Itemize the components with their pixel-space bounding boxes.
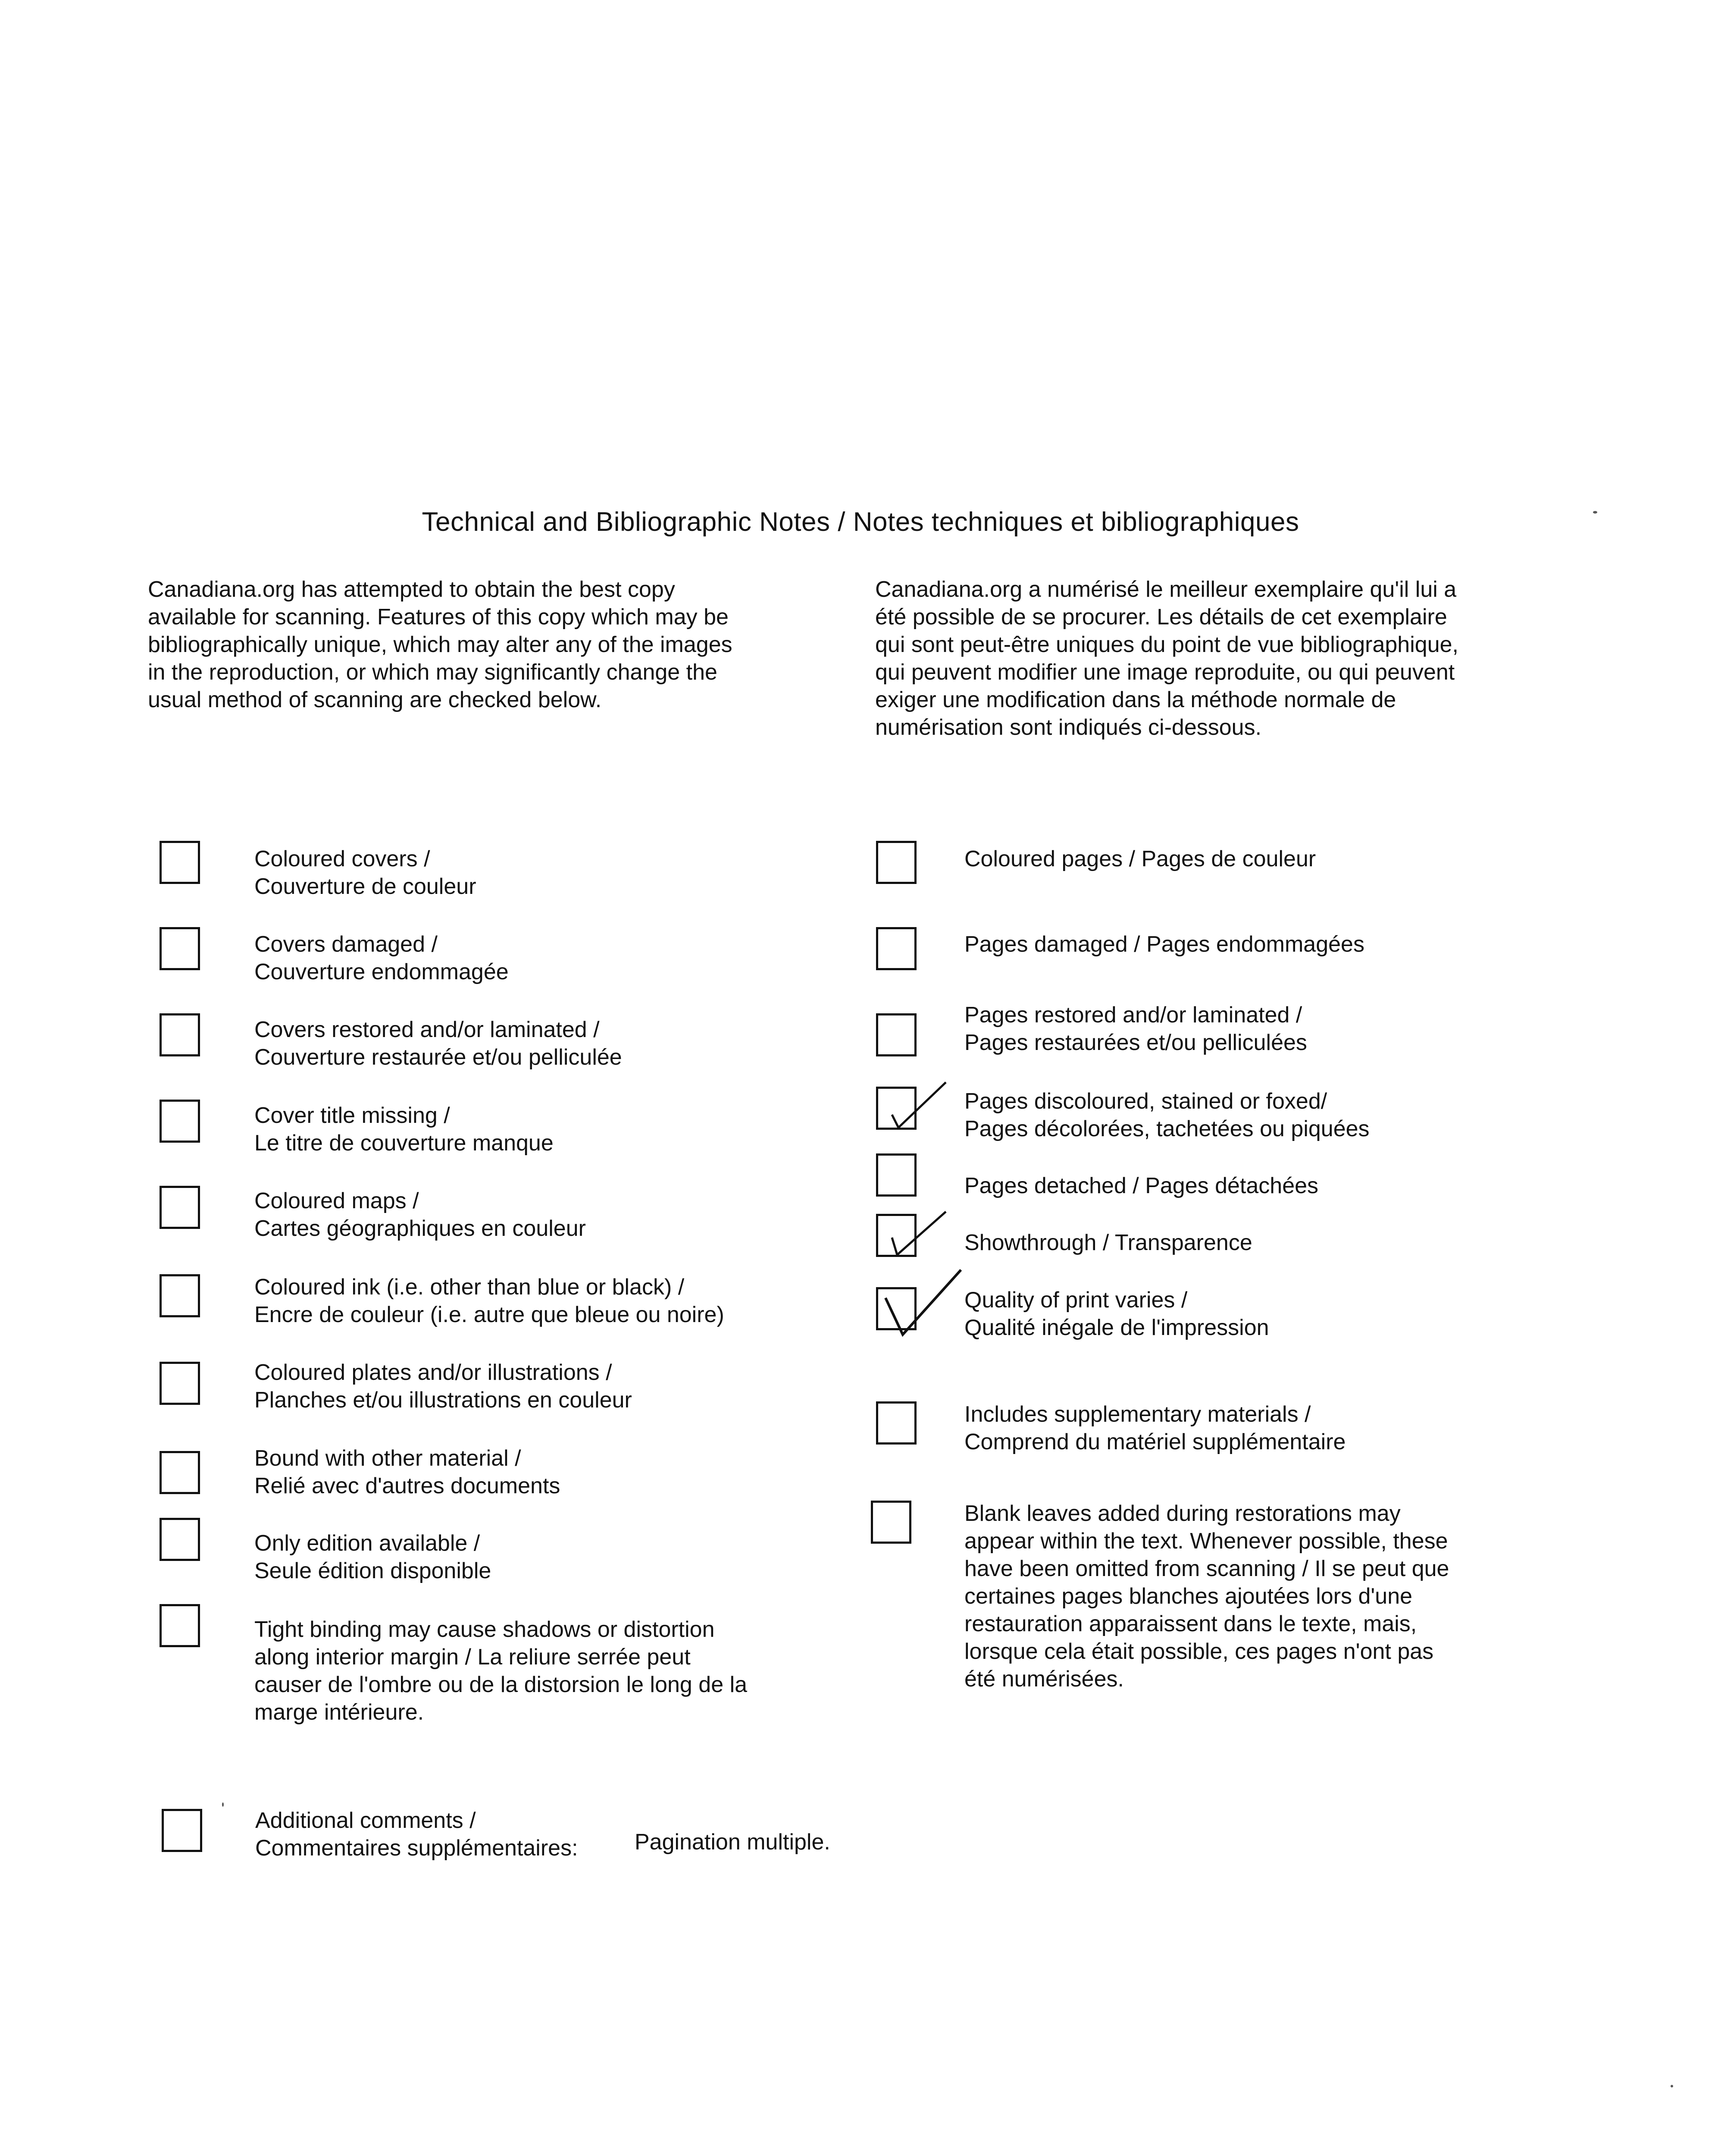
checkbox-covers-damaged[interactable] — [160, 927, 200, 970]
checkbox-covers-restored[interactable] — [160, 1013, 200, 1056]
checkbox-additional-comments[interactable] — [162, 1809, 202, 1852]
checkbox-coloured-covers[interactable] — [160, 841, 200, 884]
label-only-edition: Only edition available / Seule édition disponible — [254, 1531, 491, 1583]
checkbox-coloured-pages[interactable] — [876, 841, 917, 884]
label-pages-restored: Pages restored and/or laminated / Pages restaurées et/ou pelliculées — [964, 1003, 1307, 1055]
checkbox-tight-binding[interactable] — [160, 1604, 200, 1647]
checkmark-icon — [875, 1274, 978, 1343]
checkbox-blank-leaves[interactable] — [871, 1501, 911, 1544]
checkbox-pages-discoloured[interactable] — [876, 1087, 917, 1130]
scan-speck — [1671, 2085, 1673, 2087]
label-supplementary: Includes supplementary materials / Comprend du matériel supplémentaire — [964, 1402, 1346, 1454]
label-additional-comments: Additional comments / Commentaires supplémentaires: — [255, 1808, 578, 1861]
label-pages-damaged: Pages damaged / Pages endommagées — [964, 932, 1364, 957]
label-pages-detached: Pages detached / Pages détachées — [964, 1173, 1319, 1198]
label-coloured-plates: Coloured plates and/or illustrations / Planches et/ou illustrations en couleur — [254, 1360, 632, 1413]
intro-english: Canadiana.org has attempted to obtain the best copy available for scanning. Features of this copy which may be bibliographically unique, which may alter any of the images in the reproduction, or which may significantly change the usual method of scanning are checked below. — [148, 577, 732, 712]
checkbox-pages-restored[interactable] — [876, 1013, 917, 1056]
scan-speck — [1593, 511, 1597, 514]
checkbox-print-quality[interactable] — [876, 1287, 917, 1330]
page-title: Technical and Bibliographic Notes / Notes techniques et bibliographiques — [422, 507, 1299, 537]
label-cover-title-missing: Cover title missing / Le titre de couverture manque — [254, 1103, 554, 1156]
label-bound-with: Bound with other material / Relié avec d'autres documents — [254, 1446, 560, 1498]
checkbox-coloured-ink[interactable] — [160, 1274, 200, 1317]
label-tight-binding: Tight binding may cause shadows or distortion along interior margin / La reliure serrée peut causer de l'ombre ou de la distorsion le long de la marge intérieure. — [254, 1617, 748, 1725]
intro-french: Canadiana.org a numérisé le meilleur exemplaire qu'il lui a été possible de se procurer. Les détails de cet exemplaire qui sont peut-être uniques du point de vue bibliographique, qui peuvent modifier une image reproduite, ou qui peuvent exiger une modification dans la méthode normale de numérisation sont indiqués ci-dessous. — [875, 577, 1458, 740]
checkbox-coloured-maps[interactable] — [160, 1186, 200, 1229]
label-coloured-pages: Coloured pages / Pages de couleur — [964, 846, 1316, 871]
checkmark-icon — [875, 1201, 952, 1261]
label-blank-leaves: Blank leaves added during restorations may appear within the text. Whenever possible, these have been omitted from scanning / Il se peut que certaines pages blanches ajoutées lors d'une restauration apparaissent dans le texte, mais, lorsque cela était possible, ces pages n'ont pas été numérisées. — [964, 1501, 1449, 1692]
checkbox-pages-damaged[interactable] — [876, 927, 917, 970]
label-coloured-maps: Coloured maps / Cartes géographiques en couleur — [254, 1188, 586, 1241]
comments-value: Pagination multiple. — [635, 1830, 830, 1855]
checkbox-supplementary[interactable] — [876, 1401, 917, 1445]
checkbox-only-edition[interactable] — [160, 1518, 200, 1561]
label-covers-restored: Covers restored and/or laminated / Couverture restaurée et/ou pelliculée — [254, 1017, 622, 1070]
checkbox-showthrough[interactable] — [876, 1214, 917, 1257]
scan-speck — [222, 1802, 224, 1807]
checkbox-pages-detached[interactable] — [876, 1153, 917, 1197]
label-pages-discoloured: Pages discoloured, stained or foxed/ Pages décolorées, tachetées ou piquées — [964, 1089, 1370, 1141]
label-showthrough: Showthrough / Transparence — [964, 1230, 1252, 1255]
checkbox-bound-with[interactable] — [160, 1451, 200, 1494]
checkbox-coloured-plates[interactable] — [160, 1362, 200, 1405]
label-coloured-ink: Coloured ink (i.e. other than blue or black) / Encre de couleur (i.e. autre que bleue ou noire) — [254, 1275, 724, 1327]
label-print-quality: Quality of print varies / Qualité inégale de l'impression — [964, 1288, 1269, 1340]
checkmark-icon — [875, 1074, 952, 1134]
checkbox-cover-title-missing[interactable] — [160, 1100, 200, 1143]
label-covers-damaged: Covers damaged / Couverture endommagée — [254, 932, 509, 984]
label-coloured-covers: Coloured covers / Couverture de couleur — [254, 846, 476, 899]
